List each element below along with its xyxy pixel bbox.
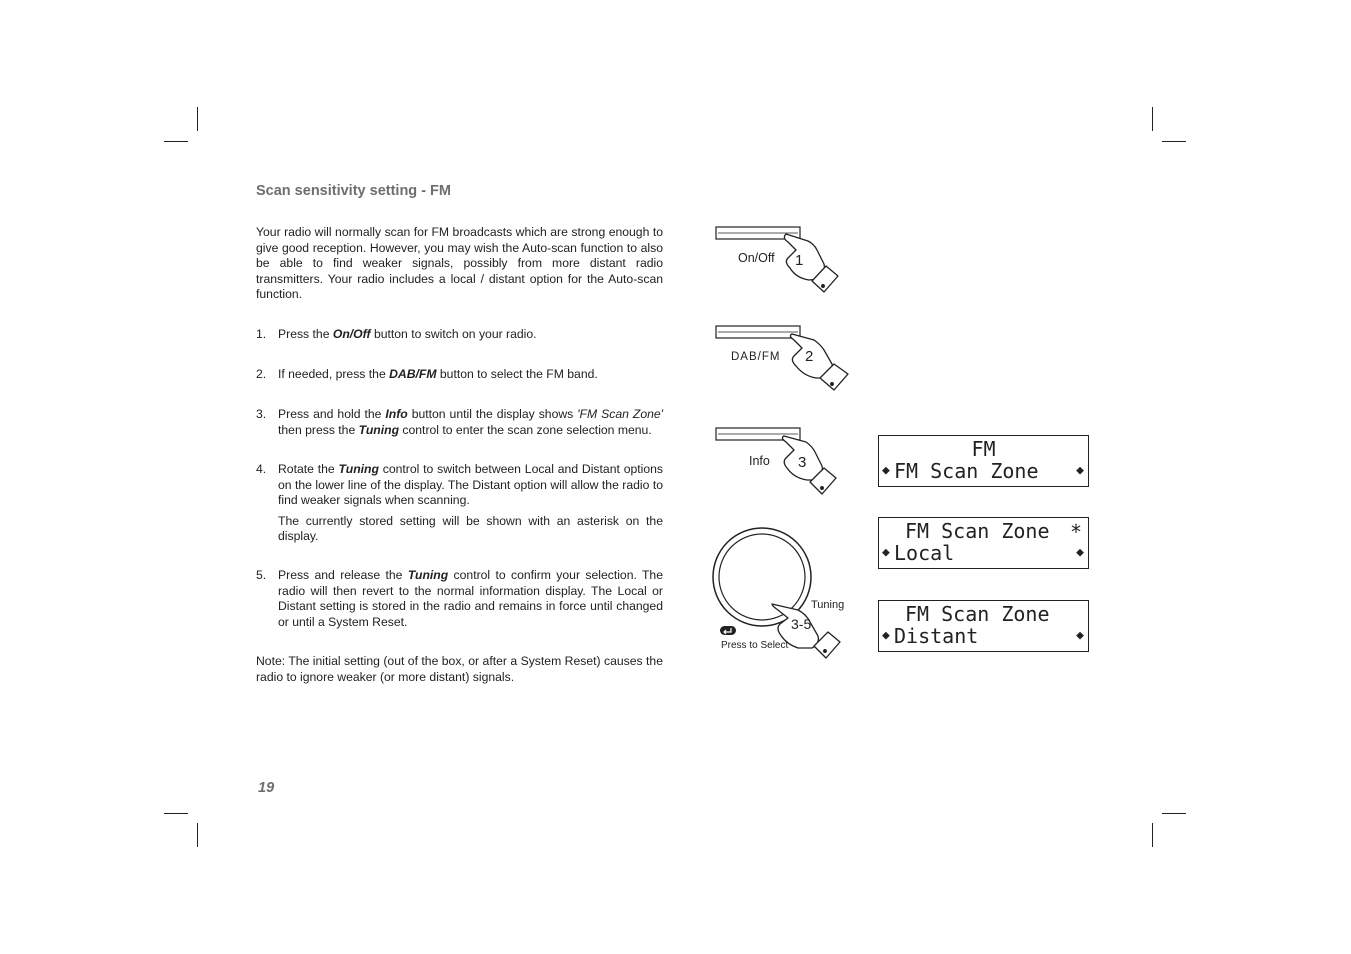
arrow-right-icon: ◆ xyxy=(1076,628,1084,643)
crop-mark xyxy=(1162,141,1186,142)
lcd-line-1: FM Scan Zone xyxy=(905,519,1050,543)
selected-asterisk: * xyxy=(1069,520,1082,544)
arrow-right-icon: ◆ xyxy=(1076,545,1084,560)
note-paragraph: Note: The initial setting (out of the box, or after a System Reset) causes the radio to ignore weaker (or more distant) signals. xyxy=(256,654,663,684)
press-to-select-label: Press to Select xyxy=(721,640,789,651)
tuning-label: Tuning xyxy=(811,599,845,611)
arrow-left-icon: ◆ xyxy=(882,545,890,560)
info-label: Info xyxy=(749,454,770,468)
step-1: 1. Press the On/Off button to switch on your radio. xyxy=(256,327,537,341)
step-number: 3. xyxy=(256,407,267,421)
info-step-number: 3 xyxy=(798,454,807,471)
lcd-display-distant xyxy=(878,600,1089,652)
crop-mark xyxy=(164,813,188,814)
section-title: Scan sensitivity setting - FM xyxy=(256,183,451,199)
step-5: 5. Press and release the Tuning control to confirm your selection. The radio will then revert to the normal information display. The Local or Distant setting is stored in the radio and remains in force until changed or until a System Reset. xyxy=(256,568,663,629)
pointing-hand-icon xyxy=(782,436,836,494)
arrow-right-icon: ◆ xyxy=(1076,463,1084,478)
step-2: 2. If needed, press the DAB/FM button to select the FM band. xyxy=(256,367,598,381)
lcd-line-2: Local xyxy=(894,541,955,565)
onoff-button-illustration xyxy=(714,224,844,296)
crop-mark xyxy=(197,107,198,131)
crop-mark xyxy=(1152,107,1153,131)
dabfm-label: DAB/FM xyxy=(731,351,781,363)
step-number: 5. xyxy=(256,568,267,582)
lcd-line-2: Distant xyxy=(894,624,979,648)
onoff-step-number: 1 xyxy=(795,252,804,269)
pointing-hand-icon xyxy=(790,334,848,390)
intro-paragraph: Your radio will normally scan for FM broadcasts which are strong enough to give good reception. However, you may wish the Auto-scan function to also be able to find weaker signals, possibly from more distant radio transmitters. Your radio includes a local / distant option for the Auto-scan function. xyxy=(256,225,663,301)
enter-icon xyxy=(720,626,736,635)
info-button-illustration xyxy=(714,424,844,496)
arrow-left-icon: ◆ xyxy=(882,628,890,643)
step-4-extra: The currently stored setting will be shown with an asterisk on the display. xyxy=(278,513,663,543)
arrow-left-icon: ◆ xyxy=(882,463,890,478)
lcd-display-fm xyxy=(878,435,1089,487)
crop-mark xyxy=(1162,813,1186,814)
crop-mark xyxy=(1152,823,1153,847)
lcd-line-1: FM xyxy=(971,437,996,461)
step-number: 2. xyxy=(256,367,267,381)
page-number: 19 xyxy=(258,780,275,796)
step-3: 3. Press and hold the Info button until the display shows 'FM Scan Zone' then press the Tuning control to enter the scan zone selection menu. xyxy=(256,407,663,437)
crop-mark xyxy=(197,823,198,847)
step-number: 4. xyxy=(256,462,267,476)
crop-mark xyxy=(164,141,188,142)
onoff-label: On/Off xyxy=(738,251,775,265)
lcd-line-2: FM Scan Zone xyxy=(894,459,1039,483)
step-number: 1. xyxy=(256,327,267,341)
pointing-hand-icon xyxy=(784,234,838,292)
step-4: 4. Rotate the Tuning control to switch between Local and Distant options on the lower line of the display. The Distant option will allow the radio to find weaker signals when scanning. The currently stored setting will be shown with an asterisk on the display. xyxy=(256,462,663,543)
dabfm-step-number: 2 xyxy=(805,348,814,365)
lcd-display-local xyxy=(878,517,1089,569)
lcd-line-1: FM Scan Zone xyxy=(905,602,1050,626)
tuning-step-number: 3-5 xyxy=(791,616,812,632)
